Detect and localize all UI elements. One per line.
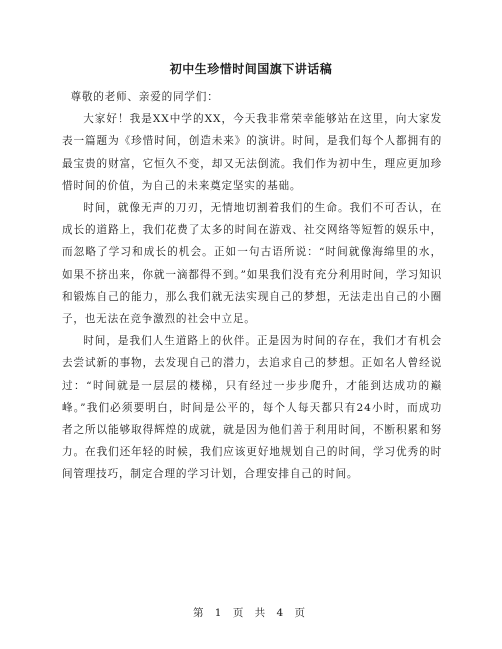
document-body bbox=[62, 86, 442, 486]
page-number-footer: 第 1 页 共 4 页 bbox=[192, 607, 310, 619]
paragraph-1: 大家好！我是XX中学的XX，今天我非常荣幸能够站在这里，向大家发表一篇题为《珍惜时间，创造未来》的演讲。时间，是我们每个人都拥有的最宝贵的财富，它恒久不变，却又无法倒流。我们作为初中生，理应更加珍惜时间的价值，为自己的未来奠定坚实的基础。 bbox=[62, 113, 442, 192]
paragraph-2: 时间，就像无声的刀刃，无情地切割着我们的生命。我们不可否认，在成长的道路上，我们花费了太多的时间在游戏、社交网络等短暂的娱乐中，而忽略了学习和成长的机会。正如一句古语所说：“时间就像海绵里的水，如果不挤出来，你就一滴都得不到。”如果我们没有充分利用时间，学习知识和锻炼自己的能力，那么我们就无法实现自己的梦想，无法走出自己的小圈子，也无法在竞争激烈的社会中立足。 bbox=[62, 202, 442, 326]
salutation: 尊敬的老师、亲爱的同学们： bbox=[70, 91, 219, 103]
paragraph-3: 时间，是我们人生道路上的伙伴。正是因为时间的存在，我们才有机会去尝试新的事物，去发现自己的潜力，去追求自己的梦想。正如名人曾经说过：“时间就是一层层的楼梯，只有经过一步步爬升，才能到达成功的巅峰。”我们必须要明白，时间是公平的，每个人每天都只有24小时，而成功者之所以能够取得辉煌的成就，就是因为他们善于利用时间，不断积累和努力。在我们还年轻的时候，我们应该更好地规划自己的时间，学习优秀的时间管理技巧，制定合理的学习计划，合理安排自己的时间。 bbox=[62, 335, 442, 481]
document-title: 初中生珍惜时间国旗下讲话稿 bbox=[169, 62, 333, 76]
